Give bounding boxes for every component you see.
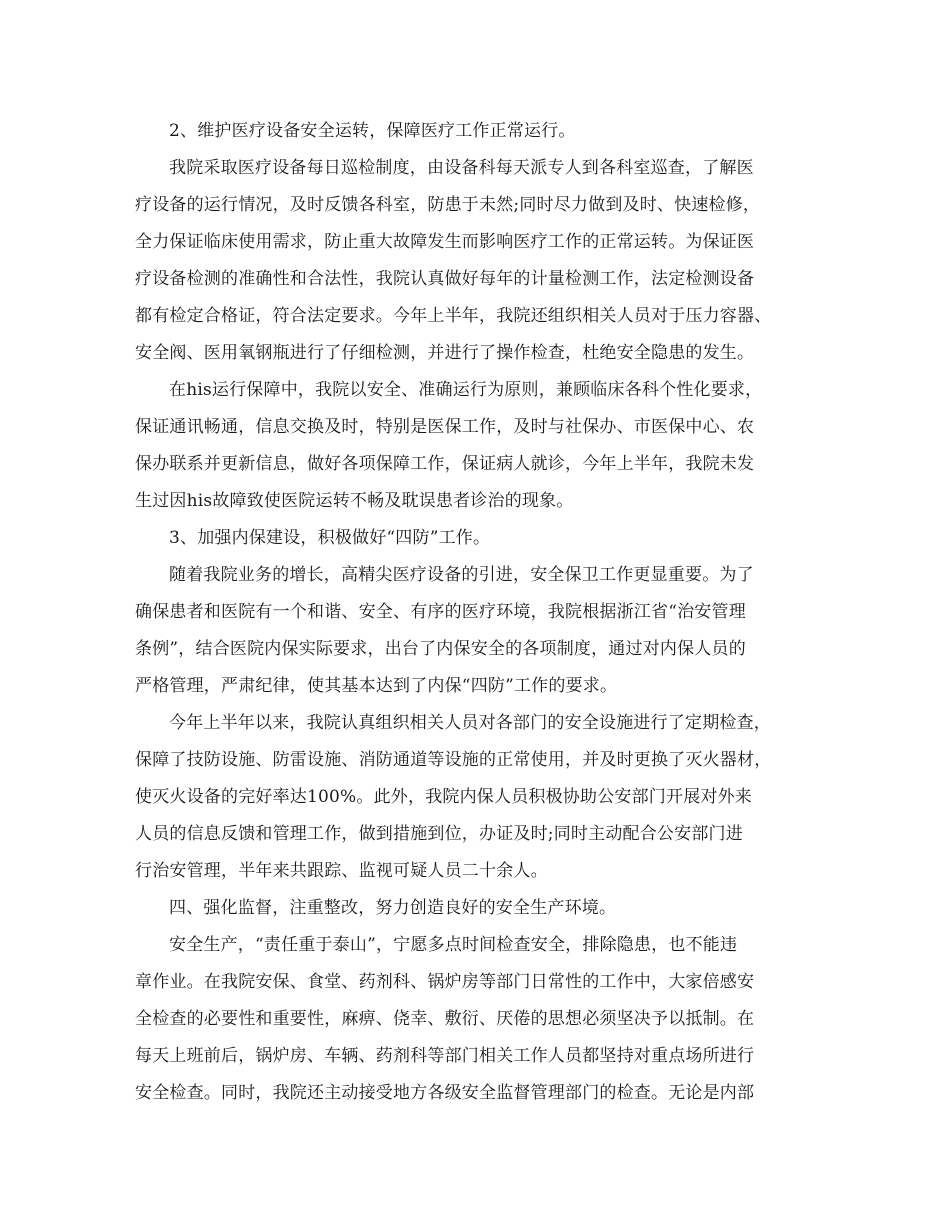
paragraph-line: 全检查的必要性和重要性，麻痹、侥幸、敷衍、厌倦的思想必须坚决予以抵制。在 xyxy=(135,1009,755,1029)
paragraph-line: 在his运行保障中，我院以安全、准确运行为原则，兼顾临床各科个性化要求， xyxy=(169,380,763,400)
paragraph-line: 章作业。在我院安保、食堂、药剂科、锅炉房等部门日常性的工作中，大家倍感安 xyxy=(135,972,755,992)
section-heading: 3、加强内保建设，积极做好“四防”工作。 xyxy=(169,528,491,548)
paragraph-line: 人员的信息反馈和管理工作，做到措施到位，办证及时;同时主动配合公安部门进 xyxy=(135,824,743,844)
paragraph-line: 确保患者和医院有一个和谐、安全、有序的医疗环境，我院根据浙江省“治安管理 xyxy=(135,602,746,622)
paragraph-line: 保证通讯畅通，信息交换及时，特别是医保工作，及时与社保办、市医保中心、农 xyxy=(135,417,755,437)
paragraph-line: 安全生产，“责任重于泰山”，宁愿多点时间检查安全，排除隐患，也不能违 xyxy=(169,935,738,955)
paragraph-line: 随着我院业务的增长，高精尖医疗设备的引进，安全保卫工作更显重要。为了 xyxy=(169,565,754,585)
paragraph-line: 疗设备的运行情况，及时反馈各科室，防患于未然;同时尽力做到及时、快速检修， xyxy=(135,195,761,215)
paragraph-line: 都有检定合格证，符合法定要求。今年上半年，我院还组织相关人员对于压力容器、 xyxy=(135,306,772,326)
document-body xyxy=(135,113,825,1112)
paragraph-line: 安全阀、医用氧钢瓶进行了仔细检测，并进行了操作检查，杜绝安全隐患的发生。 xyxy=(135,343,755,363)
paragraph-line: 今年上半年以来，我院认真组织相关人员对各部门的安全设施进行了定期检查， xyxy=(169,713,771,733)
paragraph-line: 使灭火设备的完好率达100%。此外，我院内保人员积极协助公安部门开展对外来 xyxy=(135,787,752,807)
paragraph-line: 每天上班前后，锅炉房、车辆、药剂科等部门相关工作人员都坚持对重点场所进行 xyxy=(135,1046,755,1066)
paragraph-line: 全力保证临床使用需求，防止重大故障发生而影响医疗工作的正常运转。为保证医 xyxy=(135,232,755,252)
section-heading: 四、强化监督，注重整改，努力创造良好的安全生产环境。 xyxy=(169,898,617,918)
paragraph-line: 条例”，结合医院内保实际要求，出台了内保安全的各项制度，通过对内保人员的 xyxy=(135,639,746,659)
paragraph-line: 行治安管理，半年来共跟踪、监视可疑人员二十余人。 xyxy=(135,861,548,881)
section-heading: 2、维护医疗设备安全运转，保障医疗工作正常运行。 xyxy=(169,121,576,141)
paragraph-line: 保障了技防设施、防雷设施、消防通道等设施的正常使用，并及时更换了灭火器材， xyxy=(135,750,772,770)
paragraph-line: 生过因his故障致使医院运转不畅及耽误患者诊治的现象。 xyxy=(135,491,574,511)
paragraph-line: 严格管理，严肃纪律，使其基本达到了内保“四防”工作的要求。 xyxy=(135,676,618,696)
paragraph-line: 疗设备检测的准确性和合法性，我院认真做好每年的计量检测工作，法定检测设备 xyxy=(135,269,755,289)
paragraph-line: 保办联系并更新信息，做好各项保障工作，保证病人就诊，今年上半年，我院未发 xyxy=(135,454,755,474)
paragraph-line: 安全检查。同时，我院还主动接受地方各级安全监督管理部门的检查。无论是内部 xyxy=(135,1083,755,1103)
paragraph-line: 我院采取医疗设备每日巡检制度，由设备科每天派专人到各科室巡查，了解医 xyxy=(169,158,754,178)
